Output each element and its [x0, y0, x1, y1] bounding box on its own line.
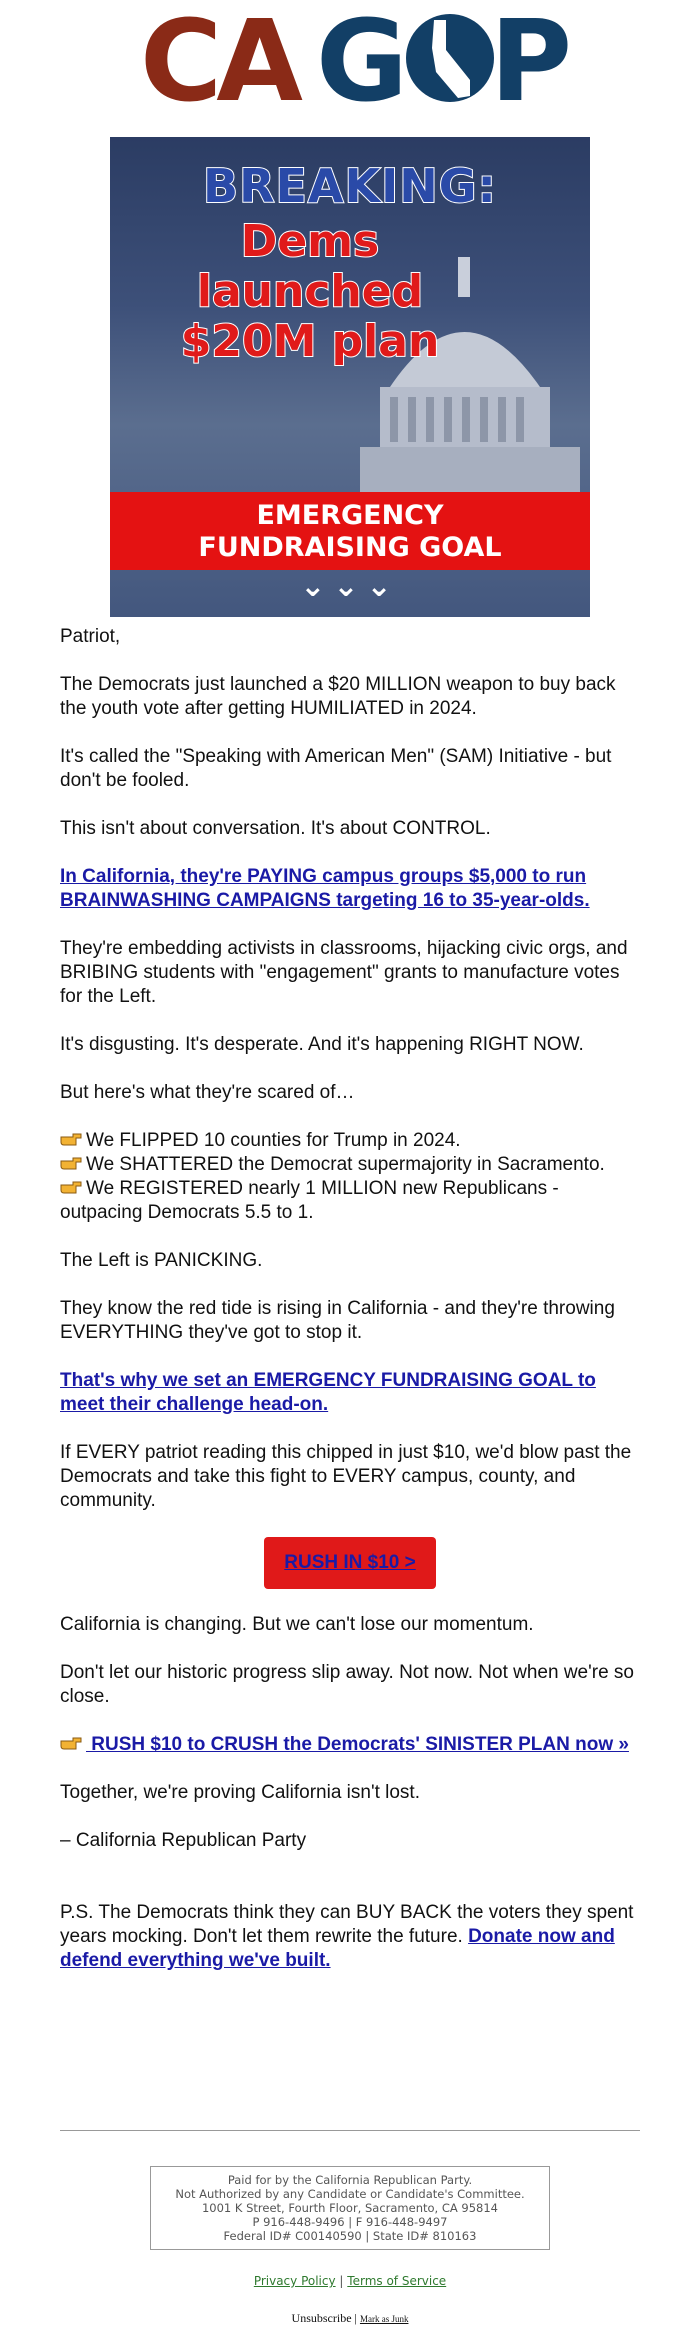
hero-image[interactable] — [110, 137, 590, 617]
email-body — [60, 625, 640, 1997]
mark-as-junk-link[interactable]: Mark as Junk — [359, 2314, 409, 2324]
phone-fax-text: P 916-448-9496 | F 916-448-9497 — [252, 2215, 448, 2229]
hero-breaking-title: BREAKING: — [203, 159, 497, 213]
donate-link-crush-plan[interactable]: RUSH $10 to CRUSH the Democrats' SINISTER PLAN now » — [60, 1734, 629, 1755]
paragraph: The Democrats just launched a $20 MILLION weapon to buy back the youth vote after getting HUMILIATED in 2024. — [60, 674, 616, 719]
bullet-list — [60, 1129, 640, 1225]
paragraph: It's called the "Speaking with American Men" (SAM) Initiative - but don't be fooled. — [60, 746, 612, 791]
donate-link-emergency-goal[interactable]: That's why we set an EMERGENCY FUNDRAISING GOAL to meet their challenge head-on. — [60, 1370, 596, 1415]
unsubscribe-link[interactable]: Unsubscribe — [291, 2311, 352, 2325]
paragraph: Don't let our historic progress slip away. Not now. Not when we're so close. — [60, 1662, 634, 1707]
link-separator: | — [339, 2274, 344, 2288]
bullet-item: We REGISTERED nearly 1 MILLION new Republicans - outpacing Democrats 5.5 to 1. — [60, 1178, 559, 1223]
pointing-hand-icon — [60, 1155, 82, 1171]
bullet-item: We SHATTERED the Democrat supermajority in Sacramento. — [60, 1154, 605, 1175]
not-authorized-text: Not Authorized by any Candidate or Candidate's Committee. — [175, 2187, 525, 2201]
paragraph: California is changing. But we can't lose our momentum. — [60, 1614, 534, 1635]
svg-text:CA: CA — [140, 0, 297, 127]
hero-emergency-banner — [110, 492, 590, 570]
privacy-policy-link[interactable]: Privacy Policy — [253, 2274, 336, 2288]
pointing-hand-icon — [60, 1179, 82, 1195]
pointing-hand-icon — [60, 1131, 82, 1147]
donate-link-ps[interactable]: Donate now and defend everything we've built. — [60, 1926, 615, 1971]
paragraph: If EVERY patriot reading this chipped in just $10, we'd blow past the Democrats and take this fight to EVERY campus, county, and community. — [60, 1442, 632, 1511]
chevron-down-icon: ⌄⌄⌄ — [300, 570, 400, 603]
rush-in-10-button[interactable]: RUSH IN $10 > — [264, 1537, 435, 1589]
postscript: P.S. The Democrats think they can BUY BACK the voters they spent years mocking. Don't let them rewrite the future. Donate now and defend everything we've built. — [60, 1902, 634, 1971]
greeting: Patriot, — [60, 626, 121, 647]
banner-line-2: FUNDRAISING GOAL — [198, 532, 502, 563]
footer-links — [0, 2274, 700, 2288]
cagop-logo — [140, 0, 573, 127]
signature: – California Republican Party — [60, 1830, 307, 1851]
ids-text: Federal ID# C00140590 | State ID# 810163 — [223, 2229, 477, 2243]
bullet-item: We FLIPPED 10 counties for Trump in 2024. — [60, 1130, 461, 1151]
svg-text:G: G — [316, 0, 402, 127]
banner-line-1: EMERGENCY — [256, 500, 444, 531]
paragraph: This isn't about conversation. It's about CONTROL. — [60, 818, 491, 839]
terms-of-service-link[interactable]: Terms of Service — [347, 2274, 447, 2288]
donate-link-brainwashing[interactable]: In California, they're PAYING campus groups $5,000 to run BRAINWASHING CAMPAIGNS targeting 16 to 35-year-olds. — [60, 866, 590, 911]
hero-headline: Dems launched $20M plan — [180, 216, 440, 367]
legal-disclaimer-box — [150, 2166, 550, 2250]
paragraph: It's disgusting. It's desperate. And it's happening RIGHT NOW. — [60, 1034, 584, 1055]
paid-for-text: Paid for by the California Republican Party. — [227, 2173, 473, 2187]
footer-divider — [60, 2130, 640, 2131]
paragraph: Together, we're proving California isn't lost. — [60, 1782, 420, 1803]
address-text: 1001 K Street, Fourth Floor, Sacramento, CA 95814 — [201, 2201, 498, 2215]
paragraph: But here's what they're scared of… — [60, 1082, 355, 1103]
svg-text:P: P — [490, 0, 573, 127]
paragraph: They know the red tide is rising in California - and they're throwing EVERYTHING they've got to stop it. — [60, 1298, 615, 1343]
unsubscribe-row — [0, 2311, 700, 2326]
link-separator: | — [354, 2311, 357, 2325]
paragraph: The Left is PANICKING. — [60, 1250, 263, 1271]
paragraph: They're embedding activists in classrooms, hijacking civic orgs, and BRIBING students with "engagement" grants to manufacture votes for the Left. — [60, 938, 628, 1007]
pointing-hand-icon — [60, 1735, 82, 1751]
